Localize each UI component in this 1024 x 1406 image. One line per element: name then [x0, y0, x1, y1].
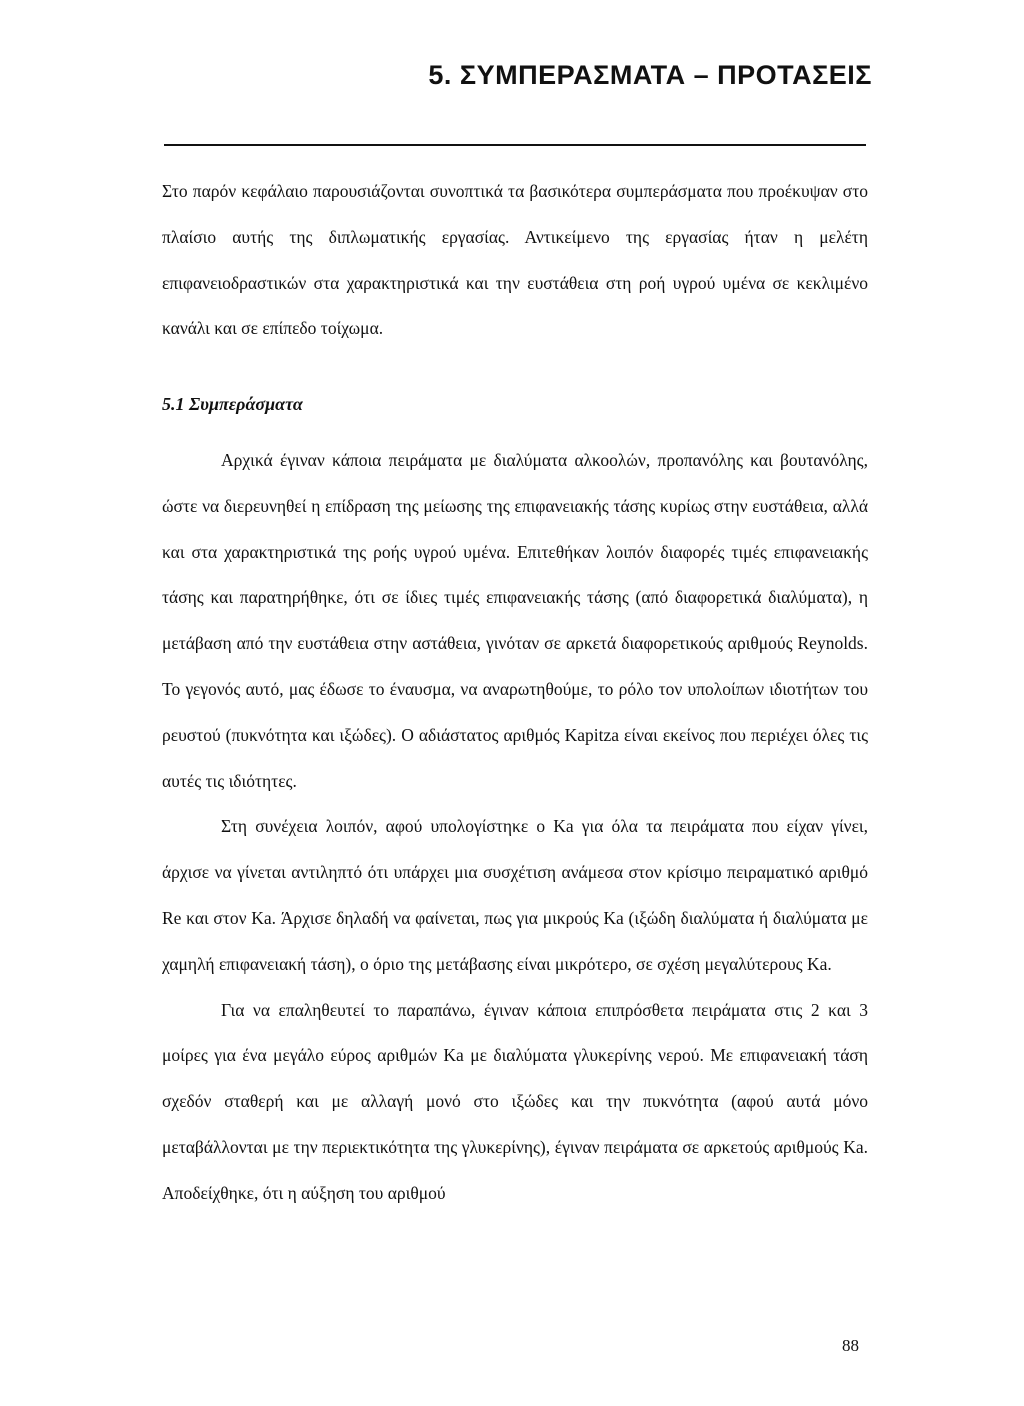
page-number: 88 [842, 1336, 859, 1355]
paragraph-2: Στη συνέχεια λοιπόν, αφού υπολογίστηκε ο Ka για όλα τα πειράματα που είχαν γίνει, άρχισε να γίνεται αντιληπτό ότι υπάρχει μια συσχέτιση ανάμεσα στον κρίσιμο πειραματικό αριθμό Re και στον Ka. Άρχισε δηλαδή να φαίνεται, πως για μικρούς Ka (ιξώδη διαλύματα ή διαλύματα με χαμηλή επιφανειακή τάση), ο όριο της μετάβασης είναι μικρότερο, σε σχέση μεγαλύτερους Ka. [162, 816, 868, 974]
section-heading: 5.1 Συμπεράσματα [162, 394, 303, 415]
chapter-title: 5. ΣΥΜΠΕΡΑΣΜΑΤΑ – ΠΡΟΤΑΣΕΙΣ [428, 60, 872, 90]
paragraph-1: Αρχικά έγιναν κάποια πειράματα με διαλύματα αλκοολών, προπανόλης και βουτανόλης, ώστε να διερευνηθεί η επίδραση της μείωσης της επιφανειακής τάσης κυρίως στην ευστάθεια, αλλά και στα χαρακτηριστικά της ροής υγρού υμένα. Επιτεθήκαν λοιπόν διαφορές τιμές επιφανειακής τάσης και παρατηρήθηκε, ότι σε ίδιες τιμές επιφανειακής τάσης (από διαφορετικά διαλύματα), η μετάβαση από την ευστάθεια στην αστάθεια, γινόταν σε αρκετά διαφορετικούς αριθμούς Reynolds. Το γεγονός αυτό, μας έδωσε το έναυσμα, να αναρωτηθούμε, το ρόλο τον υπολοίπων ιδιοτήτων του ρευστού (πυκνότητα και ιξώδες). Ο αδιάστατος αριθμός Kapitza είναι εκείνος που περιέχει όλες τις αυτές τις ιδιότητες. [162, 449, 868, 791]
title-divider [164, 144, 866, 146]
paragraph-3: Για να επαληθευτεί το παραπάνω, έγιναν κάποια επιπρόσθετα πειράματα στις 2 και 3 μοίρες για ένα μεγάλο εύρος αριθμών Ka με διαλύματα γλυκερίνης νερού. Με επιφανειακή τάση σχεδόν σταθερή και με αλλαγή μονό στο ιξώδες και την πυκνότητα (αφού αυτά μόνο μεταβάλλονται με την περιεκτικότητα της γλυκερίνης), έγιναν πειράματα σε αρκετούς αριθμούς Ka. Αποδείχθηκε, ότι η αύξηση του αριθμού [162, 999, 868, 1203]
intro-paragraph: Στο παρόν κεφάλαιο παρουσιάζονται συνοπτικά τα βασικότερα συμπεράσματα που προέκυψαν στο πλαίσιο αυτής της διπλωματικής εργασίας. Αντικείμενο της εργασίας ήταν η μελέτη επιφανειοδραστικών στα χαρακτηριστικά και την ευστάθεια στη ροή υγρού υμένα σε κεκλιμένο κανάλι και σε επίπεδο τοίχωμα. [162, 181, 868, 339]
page-body [162, 169, 868, 1217]
